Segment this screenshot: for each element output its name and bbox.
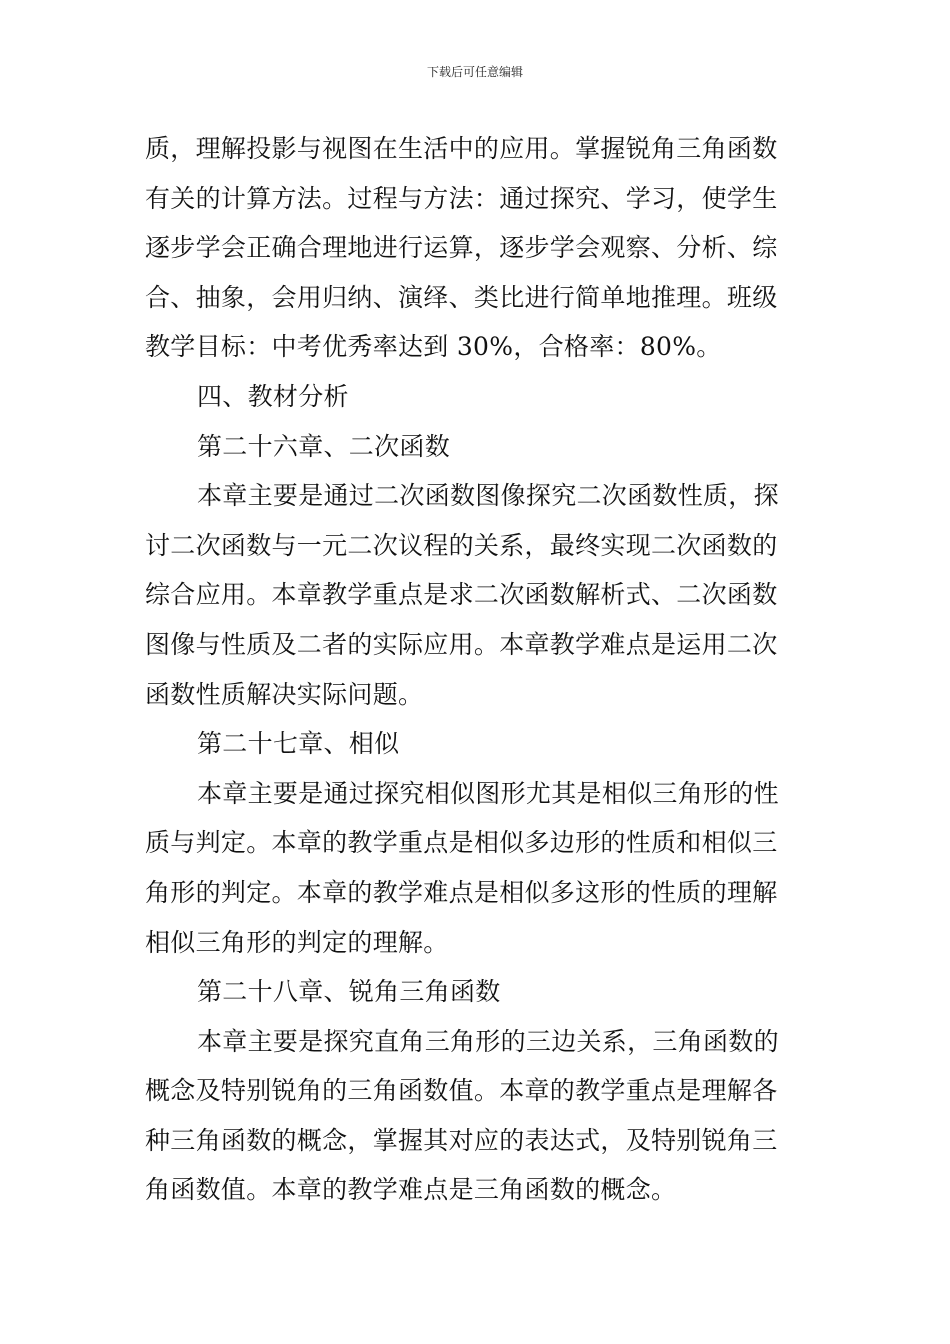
section-heading: 四、教材分析 <box>197 381 349 411</box>
body-line: 概念及特别锐角的三角函数值。本章的教学重点是理解各 <box>145 1076 778 1106</box>
body-line: 讨二次函数与一元二次议程的关系，最终实现二次函数的 <box>145 530 778 560</box>
body-line: 种三角函数的概念，掌握其对应的表达式，及特别锐角三 <box>145 1125 778 1155</box>
document-body <box>145 124 810 1215</box>
body-line: 有关的计算方法。过程与方法：通过探究、学习，使学生 <box>145 183 778 213</box>
chapter-heading: 第二十六章、二次函数 <box>197 431 451 461</box>
chapter-heading: 第二十七章、相似 <box>197 729 400 759</box>
chapter-heading: 第二十八章、锐角三角函数 <box>197 977 501 1007</box>
body-line: 角函数值。本章的教学难点是三角函数的概念。 <box>145 1175 677 1205</box>
paragraph-first-line: 本章主要是探究直角三角形的三边关系，三角函数的 <box>197 1026 779 1056</box>
body-line: 角形的判定。本章的教学难点是相似多这形的性质的理解 <box>145 877 778 907</box>
body-line: 质与判定。本章的教学重点是相似多边形的性质和相似三 <box>145 828 778 858</box>
body-line: 综合应用。本章教学重点是求二次函数解析式、二次函数 <box>145 580 778 610</box>
paragraph-first-line: 本章主要是通过二次函数图像探究二次函数性质，探 <box>197 481 779 511</box>
body-line: 质，理解投影与视图在生活中的应用。掌握锐角三角函数 <box>145 134 778 163</box>
paragraph-first-line: 本章主要是通过探究相似图形尤其是相似三角形的性 <box>197 778 779 808</box>
body-line: 合、抽象，会用归纳、演绎、类比进行简单地推理。班级 <box>145 282 778 312</box>
body-line: 图像与性质及二者的实际应用。本章教学难点是运用二次 <box>145 629 778 659</box>
body-line: 逐步学会正确合理地进行运算，逐步学会观察、分析、综 <box>145 233 778 263</box>
page-header-note: 下载后可任意编辑 <box>426 65 523 79</box>
body-line: 函数性质解决实际问题。 <box>145 679 424 709</box>
body-line: 相似三角形的判定的理解。 <box>145 927 449 957</box>
body-line: 教学目标：中考优秀率达到 30%，合格率：80%。 <box>145 332 722 362</box>
